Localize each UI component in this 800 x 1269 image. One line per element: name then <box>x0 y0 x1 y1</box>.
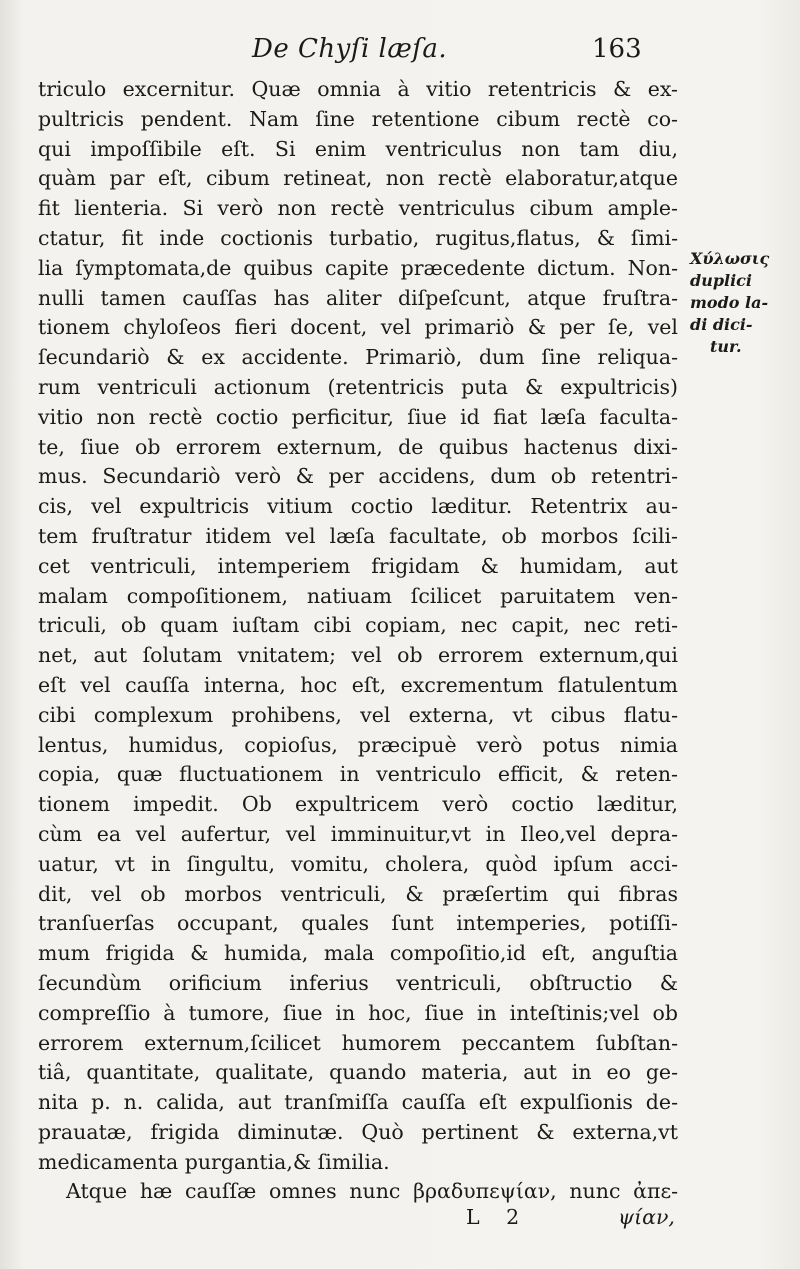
page-number: 163 <box>592 34 642 64</box>
text-line: medicamenta purgantia,& ſimilia. <box>38 1149 390 1174</box>
text-line: net, aut ſolutam vnitatem; vel ob errorem externum,qui <box>38 643 678 668</box>
margin-note-line: di dici- <box>690 315 753 334</box>
running-title: De Chyſi læſa. <box>252 34 448 64</box>
text-line: cis, vel expultricis vitium coctio læditur. Retentrix au- <box>38 494 678 519</box>
margin-note <box>690 248 790 358</box>
margin-note-line: tur. <box>710 337 742 356</box>
text-line: quàm par eſt, cibum retineat, non rectè elaboratur,atque <box>38 166 678 191</box>
text-line: errorem externum,ſcilicet humorem peccantem ſubſtan- <box>38 1030 678 1055</box>
text-line: fit lienteria. Si verò non rectè ventriculus cibum ample- <box>38 196 678 221</box>
text-line: lentus, humidus, copioſus, præcipuè verò potus nimia <box>38 732 678 757</box>
text-line: mum frigida & humida, mala compoſitio,id eſt, anguſtia <box>38 941 678 966</box>
text-line: cùm ea vel aufertur, vel imminuitur,vt in Ileo,vel depra- <box>38 821 678 846</box>
text-line: rum ventriculi actionum (retentricis puta & expultricis) <box>38 374 678 399</box>
text-line: triculo excernitur. Quæ omnia à vitio retentricis & ex- <box>38 77 678 101</box>
text-line: cibi complexum prohibens, vel externa, vt cibus flatu- <box>38 702 678 727</box>
text-line: tiâ, quantitate, qualitate, quando materia, aut in eo ge- <box>38 1060 678 1085</box>
text-line: eſt vel cauſſa interna, hoc eſt, excrementum flatulentum <box>38 672 678 697</box>
text-line: tionem chyloſeos fieri docent, vel primariò & per ſe, vel <box>38 315 678 340</box>
paragraph-start-line: Atque hæ cauſſæ omnes nunc βραδυπεψίαν, nunc ἀπε- <box>66 1179 678 1204</box>
catchword: ψίαν, <box>618 1205 675 1229</box>
page-footer <box>38 1205 678 1235</box>
text-line: qui impoſſibile eſt. Si enim ventriculus non tam diu, <box>38 136 678 161</box>
margin-note-line: Χύλωσις <box>690 249 770 268</box>
text-line: malam compoſitionem, natiuam ſcilicet paruitatem ven- <box>38 583 678 608</box>
text-line: prauatæ, frigida diminutæ. Quò pertinent & externa,vt <box>38 1119 678 1144</box>
text-line: tionem impedit. Ob expultricem verò coctio læditur, <box>38 792 678 817</box>
text-line: pultricis pendent. Nam ſine retentione cibum rectè co- <box>38 106 678 131</box>
text-line: triculi, ob quam iuſtam cibi copiam, nec capit, nec reti- <box>38 613 678 638</box>
text-line: compreſſio à tumore, ſiue in hoc, ſiue in inteſtinis;vel ob <box>38 1000 678 1025</box>
text-line: nulli tamen cauſſas has aliter diſpeſcunt, atque fruſtra- <box>38 285 678 310</box>
margin-note-line: modo la- <box>690 293 769 312</box>
text-line: tranſuerſas occupant, quales ſunt intemperies, potiſſi- <box>38 911 678 936</box>
body-text <box>38 75 678 1207</box>
text-line: ctatur, fit inde coctionis turbatio, rugitus,flatus, & ſimi- <box>38 225 678 250</box>
text-line: lia ſymptomata,de quibus capite præcedente dictum. Non- <box>38 255 678 280</box>
margin-note-line: duplici <box>690 271 752 290</box>
text-line: ſecundùm orificium inferius ventriculi, obſtructio & <box>38 970 678 995</box>
text-line: ſecundariò & ex accidente. Primariò, dum ſine reliqua- <box>38 345 678 370</box>
text-line: vitio non rectè coctio perficitur, ſiue id fiat læſa faculta- <box>38 404 678 429</box>
text-line: tem fruſtratur itidem vel læſa facultate, ob morbos ſcili- <box>38 523 678 548</box>
text-line: uatur, vt in ſingultu, vomitu, cholera, quòd ipſum acci- <box>38 851 678 876</box>
text-line: copia, quæ fluctuationem in ventriculo efficit, & reten- <box>38 762 678 787</box>
page-header <box>0 30 800 70</box>
text-line: cet ventriculi, intemperiem frigidam & humidam, aut <box>38 553 678 578</box>
text-line: mus. Secundariò verò & per accidens, dum ob retentri- <box>38 464 678 489</box>
text-line: nita p. n. calida, aut tranſmiſſa cauſſa eſt expulſionis de- <box>38 1090 678 1115</box>
text-line: dit, vel ob morbos ventriculi, & præſertim qui fibras <box>38 881 678 906</box>
text-line: te, ſiue ob errorem externum, de quibus hactenus dixi- <box>38 434 678 459</box>
signature-mark: L 2 <box>466 1205 530 1229</box>
